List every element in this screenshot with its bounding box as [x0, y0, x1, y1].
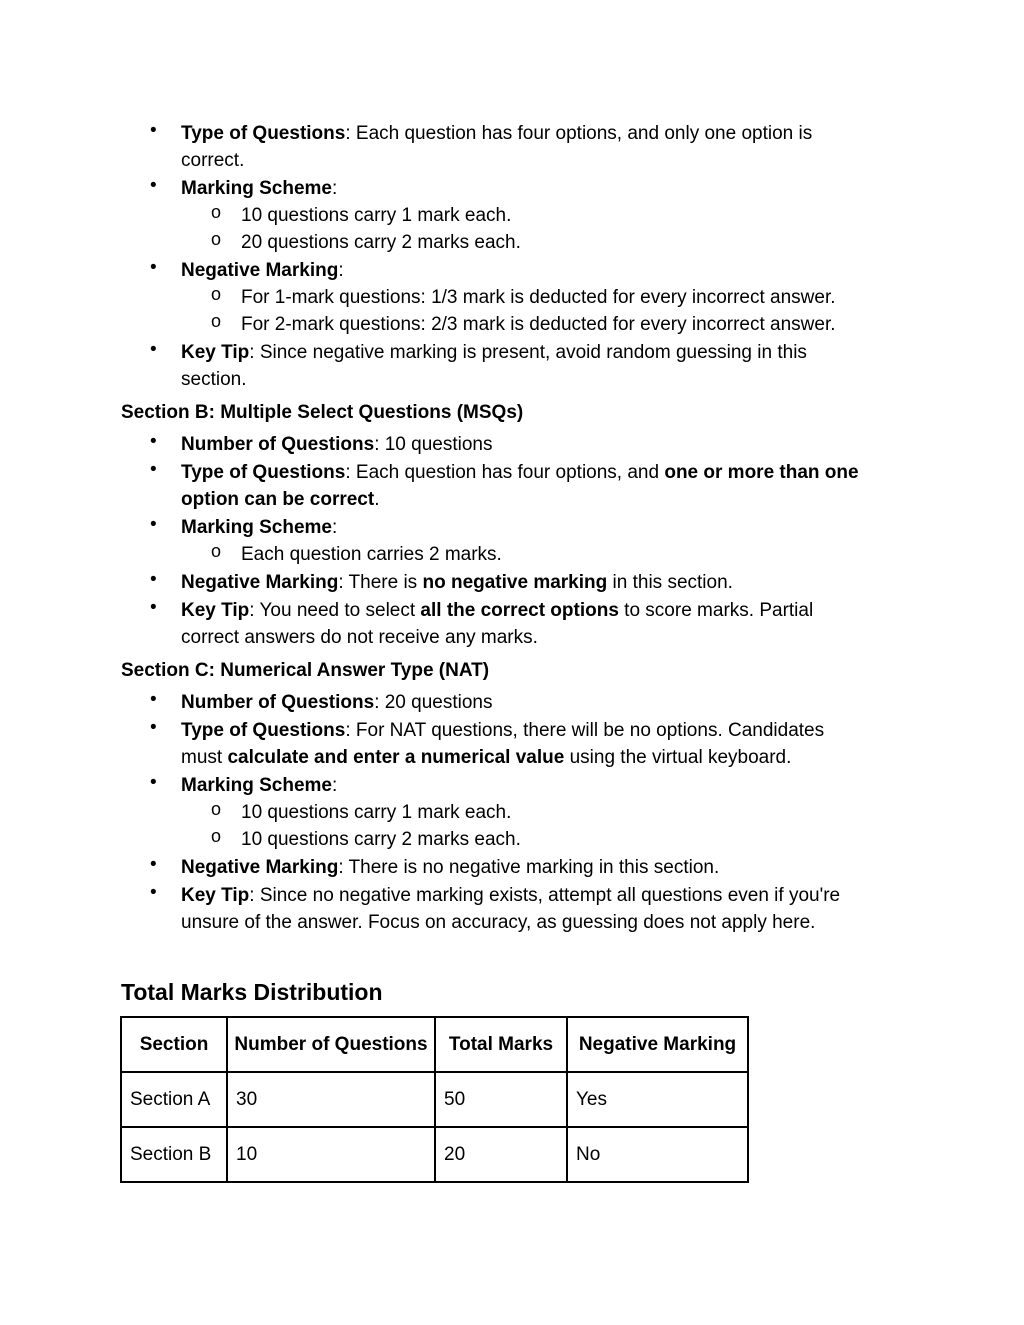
sub-list-item: 10 questions carry 1 mark each.	[241, 802, 512, 823]
table-cell: 20	[435, 1127, 567, 1182]
table-row	[121, 1127, 748, 1182]
list-item-continuation: correct answers do not receive any marks.	[181, 627, 538, 648]
list-item-number-of-questions-b: Number of Questions: 10 questions	[181, 434, 493, 455]
sub-list-item: For 2-mark questions: 2/3 mark is deducted for every incorrect answer.	[241, 314, 836, 335]
list-item-number-of-questions-c: Number of Questions: 20 questions	[181, 692, 493, 713]
list-item-negative-marking-b: Negative Marking: There is no negative marking in this section.	[181, 572, 733, 593]
bullet-icon: •	[150, 854, 157, 875]
table-cell: 50	[435, 1072, 567, 1127]
table-header-row	[121, 1017, 748, 1072]
sub-list-item: Each question carries 2 marks.	[241, 544, 502, 565]
sub-bullet-icon: o	[211, 284, 222, 304]
sub-list-item: 10 questions carry 1 mark each.	[241, 205, 512, 226]
list-item-key-tip-b: Key Tip: You need to select all the correct options to score marks. Partial	[181, 600, 814, 621]
list-item-continuation: option can be correct.	[181, 489, 380, 510]
list-item-type-of-questions-a: Type of Questions: Each question has four options, and only one option is	[181, 123, 813, 144]
sub-bullet-icon: o	[211, 799, 222, 819]
sub-bullet-icon: o	[211, 311, 222, 331]
distribution-heading: Total Marks Distribution	[121, 979, 383, 1005]
list-item-type-of-questions-c: Type of Questions: For NAT questions, there will be no options. Candidates	[181, 720, 825, 741]
bullet-icon: •	[150, 514, 157, 535]
table-cell: 10	[227, 1127, 435, 1182]
sub-list-item: For 1-mark questions: 1/3 mark is deducted for every incorrect answer.	[241, 287, 836, 308]
header-total-marks: Total Marks	[435, 1017, 567, 1072]
sub-bullet-icon: o	[211, 229, 222, 249]
list-item-continuation: correct.	[181, 150, 245, 171]
bullet-icon: •	[150, 257, 157, 278]
bullet-icon: •	[150, 772, 157, 793]
bullet-icon: •	[150, 339, 157, 360]
sub-list-item: 10 questions carry 2 marks each.	[241, 829, 521, 850]
bullet-icon: •	[150, 431, 157, 452]
bullet-icon: •	[150, 717, 157, 738]
table-cell: Section A	[121, 1072, 227, 1127]
list-item-continuation: section.	[181, 369, 247, 390]
bullet-icon: •	[150, 882, 157, 903]
section-b-heading: Section B: Multiple Select Questions (MSQs)	[121, 402, 524, 423]
list-item-negative-marking-c: Negative Marking: There is no negative marking in this section.	[181, 857, 720, 878]
bullet-icon: •	[150, 120, 157, 141]
header-negative-marking: Negative Marking	[567, 1017, 748, 1072]
list-item-type-of-questions-b: Type of Questions: Each question has four options, and one or more than one	[181, 462, 859, 483]
list-item-marking-scheme-c: Marking Scheme:	[181, 775, 338, 796]
list-item-negative-marking-a: Negative Marking:	[181, 260, 344, 281]
bullet-icon: •	[150, 569, 157, 590]
table-cell: 30	[227, 1072, 435, 1127]
list-item-continuation: must calculate and enter a numerical value using the virtual keyboard.	[181, 747, 792, 768]
sub-bullet-icon: o	[211, 826, 222, 846]
bullet-icon: •	[150, 689, 157, 710]
list-item-marking-scheme-b: Marking Scheme:	[181, 517, 338, 538]
table-cell: Section B	[121, 1127, 227, 1182]
sub-bullet-icon: o	[211, 541, 222, 561]
marks-distribution-table	[120, 1016, 749, 1183]
list-item-key-tip-c: Key Tip: Since no negative marking exists, attempt all questions even if you're	[181, 885, 841, 906]
bullet-icon: •	[150, 459, 157, 480]
bullet-icon: •	[150, 175, 157, 196]
header-number-of-questions: Number of Questions	[227, 1017, 435, 1072]
table-cell: Yes	[567, 1072, 748, 1127]
header-section: Section	[121, 1017, 227, 1072]
table-row	[121, 1072, 748, 1127]
bullet-icon: •	[150, 597, 157, 618]
table-cell: No	[567, 1127, 748, 1182]
sub-list-item: 20 questions carry 2 marks each.	[241, 232, 521, 253]
list-item-key-tip-a: Key Tip: Since negative marking is present, avoid random guessing in this	[181, 342, 807, 363]
section-c-heading: Section C: Numerical Answer Type (NAT)	[121, 660, 490, 681]
list-item-marking-scheme-a: Marking Scheme:	[181, 178, 338, 199]
sub-bullet-icon: o	[211, 202, 222, 222]
list-item-continuation: unsure of the answer. Focus on accuracy, as guessing does not apply here.	[181, 912, 816, 933]
